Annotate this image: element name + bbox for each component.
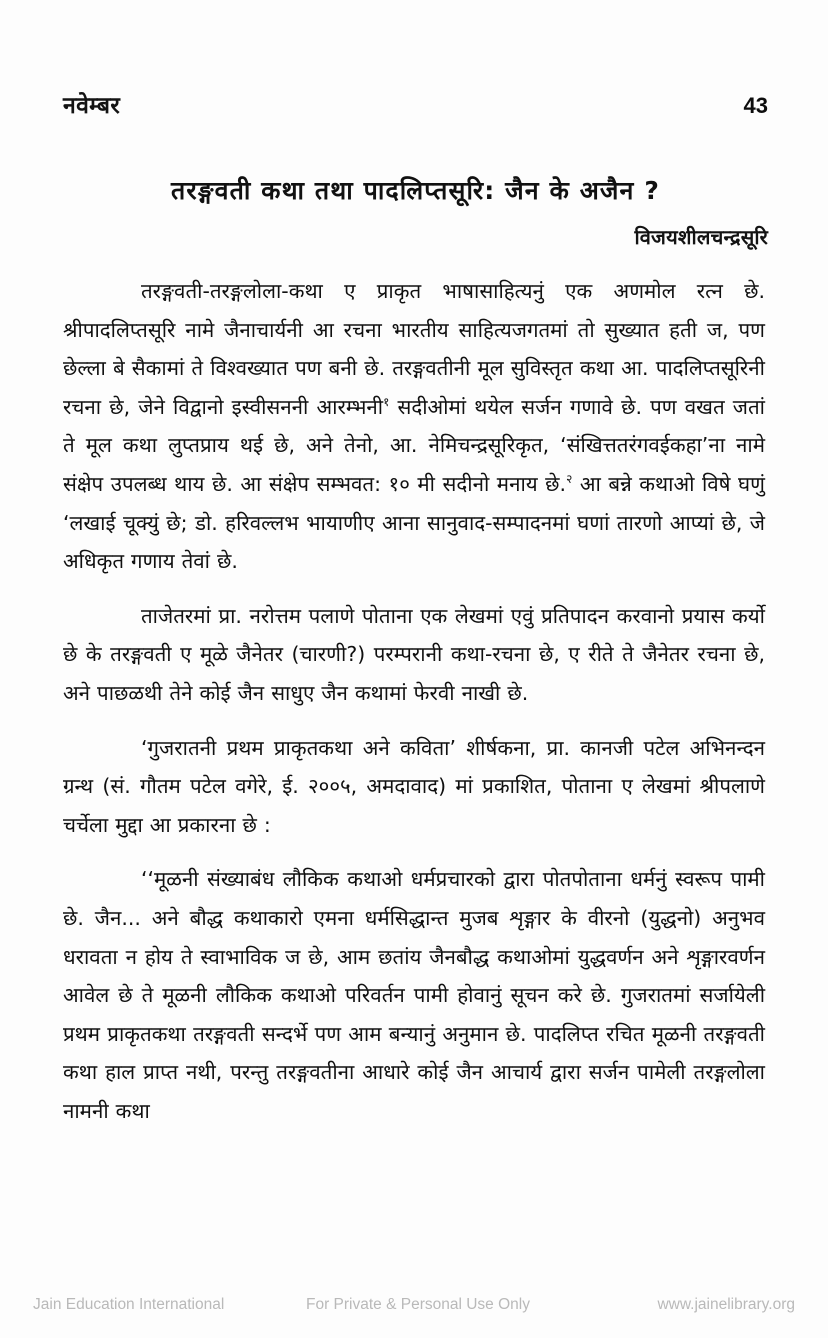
footer-usage-notice: For Private & Personal Use Only	[306, 1296, 530, 1313]
paragraph-4-quote: ‘‘मूळनी संख्याबंध लौकिक कथाओ धर्मप्रचारको द्वारा पोतपोताना धर्मनुं स्वरूप पामी छे. जैन... अने बौद्ध कथाकारो एमना धर्मसिद्धान्त मुजब शृङ्गार के वीरनो (युद्धनो) अनुभव धरावता न होय ते स्वाभाविक ज छे, आम छतांय जैनबौद्ध कथाओमां युद्धवर्णन अने शृङ्गारवर्णन आवेल छे ते मूळनी लौकिक कथाओ परिवर्तन पामी होवानुं सूचन करे छे. गुजरातमां सर्जायेली प्रथम प्राकृतकथा तरङ्गवती सन्दर्भे पण आम बन्यानुं अनुमान छे. पादलिप्त रचित मूळनी तरङ्गवती कथा हाल प्राप्त नथी, परन्तु तरङ्गवतीना आधारे कोई जैन आचार्य द्वारा सर्जन पामेली तरङ्गलोला नामनी कथा	[63, 867, 765, 1123]
title-block	[63, 158, 768, 250]
paragraph-1-text-c: आ बन्ने कथाओ विषे घणुं ‘लखाई चूक्युं छे; डो. हरिवल्लभ भायाणीए आना सानुवाद-सम्पादनमां घणां तारणो आप्यां छे, जे अधिकृत गणाय तेवां छे.	[63, 471, 765, 574]
running-head	[63, 88, 768, 128]
running-head-month: नवेम्बर	[63, 93, 121, 119]
footnote-marker-1: १	[383, 394, 390, 409]
page-footer	[0, 1290, 828, 1320]
paragraph-3: ‘गुजरातनी प्रथम प्राकृतकथा अने कविता’ शीर्षकना, प्रा. कानजी पटेल अभिनन्दन ग्रन्थ (सं. गौतम पटेल वगेरे, ई. २००५, अमदावाद) मां प्रकाशित, पोताना ए लेखमां श्रीपलाणे चर्चेला मुद्दा आ प्रकारना छे :	[63, 735, 765, 837]
paragraph-1-text-b: सदीओमां थयेल सर्जन गणावे छे. पण वखत जतां ते मूल कथा लुप्तप्राय थई छे, अने तेनो, आ. नेमिचन्द्रसूरिकृत, ‘संखित्ततरंगवईकहा’ना नामे संक्षेप उपलब्ध थाय छे. आ संक्षेप सम्भवत: १० मी सदीनो मनाय छे.	[63, 394, 765, 496]
body-text	[63, 272, 765, 1134]
article-title: तरङ्गवती कथा तथा पादलिप्तसूरि: जैन के अजैन ?	[171, 175, 660, 205]
footnote-marker-2: २	[566, 472, 573, 487]
footer-website[interactable]: www.jainelibrary.org	[657, 1296, 795, 1313]
paragraph-2: ताजेतरमां प्रा. नरोत्तम पलाणे पोताना एक लेखमां एवुं प्रतिपादन करवानो प्रयास कर्यो छे के तरङ्गवती ए मूळे जैनेतर (चारणी?) परम्परानी कथा-रचना छे, ए रीते ते जैनेतर रचना छे, अने पाछळथी तेने कोई जैन साधुए जैन कथामां फेरवी नाखी छे.	[63, 603, 765, 705]
paragraph-1-text-a: तरङ्गवती-तरङ्गलोला-कथा ए प्राकृत भाषासाहित्यनुं एक अणमोल रत्न छे. श्रीपादलिप्तसूरि नामे जैनाचार्यनी आ रचना भारतीय साहित्यजगतमां तो सुख्यात हती ज, पण छेल्ला बे सैकामां ते विश्वख्यात पण बनी छे. तरङ्गवतीनी मूल सुविस्तृत कथा आ. पादलिप्तसूरिनी रचना छे, जेने विद्वानो इस्वीसननी आरम्भनी	[63, 279, 765, 419]
paragraph-1	[63, 272, 765, 581]
page-number: 43	[743, 93, 768, 118]
article-author: विजयशीलचन्द्रसूरि	[634, 224, 768, 249]
footer-organization: Jain Education International	[33, 1296, 225, 1313]
